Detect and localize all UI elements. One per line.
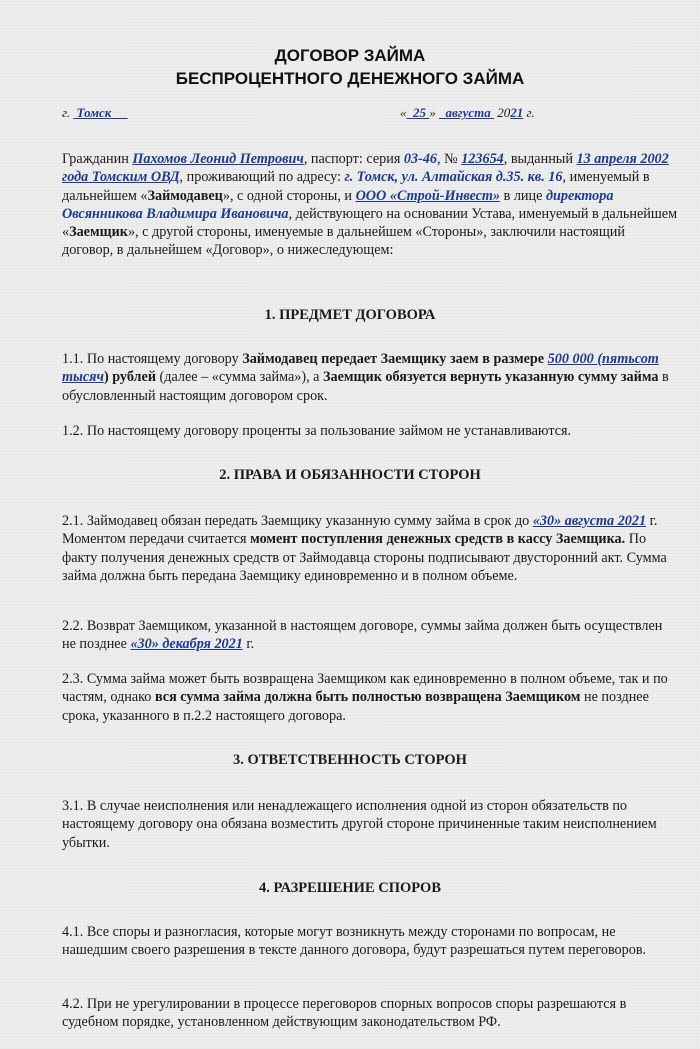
borrower-role: Заемщик <box>69 224 128 241</box>
lender-address: г. Томск, ул. Алтайская д.35. кв. 16 <box>344 169 563 186</box>
company-name: ООО «Строй-Инвест» <box>355 187 501 204</box>
year-end: г. <box>526 105 535 120</box>
passport-series: 03-46 <box>403 151 438 167</box>
section-heading-2: 2. ПРАВА И ОБЯЗАННОСТИ СТОРОН <box>219 467 481 483</box>
document-title: ДОГОВОР ЗАЙМА <box>274 46 426 65</box>
section-heading-3: 3. ОТВЕТСТВЕННОСТЬ СТОРОН <box>233 752 467 768</box>
year-prefix: 20 <box>497 105 511 120</box>
lender-name: Пахомов Леонид Петрович <box>132 151 304 167</box>
director-name: директора Овсянникова Владимира Ивановича <box>62 187 614 222</box>
passport-issued: 13 апреля 2002 года Томским ОВД <box>62 151 669 186</box>
passport-number: 123654 <box>461 151 504 167</box>
return-date: «30» декабря 2021 <box>130 636 243 653</box>
date-quote-open: « <box>400 105 407 120</box>
section-heading-1: 1. ПРЕДМЕТ ДОГОВОРА <box>264 307 436 323</box>
clause-2-2: 2.2. Возврат Заемщиком, указанной в настоящем договоре, суммы займа должен быть осуществлен не позднее «30» декабря 2021 г. <box>62 618 663 653</box>
city-field: Томск <box>76 105 112 120</box>
loan-amount: 500 000 (пятьсот тысяч <box>62 351 659 386</box>
section-heading-4: 4. РАЗРЕШЕНИЕ СПОРОВ <box>259 880 441 896</box>
city-line <box>62 105 128 121</box>
clause-4-2: 4.2. При не урегулировании в процессе переговоров спорных вопросов споры разрешаются в судебном порядке, установленном действующим законодательством РФ. <box>62 996 627 1031</box>
year-field: 21 <box>510 105 524 120</box>
day-field: 25 <box>413 105 426 120</box>
city-prefix: г. <box>62 105 71 120</box>
date-quote-close: » <box>429 105 436 120</box>
clause-4-1: 4.1. Все споры и разногласия, которые могут возникнуть между сторонами по вопросам, не нашедшим своего разрешения в тексте данного договора, будут разрешаться путем переговоров. <box>62 924 647 959</box>
clause-3-1: 3.1. В случае неисполнения или ненадлежащего исполнения одной из сторон обязательств по настоящему договору она обязана возместить другой стороне причиненные таким неисполнением убытки. <box>62 798 657 851</box>
document-subtitle: БЕСПРОЦЕНТНОГО ДЕНЕЖНОГО ЗАЙМА <box>175 69 525 88</box>
preamble-paragraph: Гражданин Пахомов Леонид Петрович, паспорт: серия 03-46, № 123654, выданный 13 апреля 2002 года Томским ОВД, проживающий по адресу: г. Томск, ул. Алтайская д.35. кв. 16, именуемый в дальнейшем «Займодавец», с одной стороны, и ООО «Строй-Инвест» в лице директора Овсянникова Владимира Ивановича, действующего на основании Устава, именуемый в дальнейшем «Заемщик», с другой стороны, именуемые в дальнейшем «Стороны», заключили настоящий договор, в дальнейшем «Договор», о нижеследующем: <box>62 151 678 259</box>
clause-1-1: 1.1. По настоящему договору Займодавец передает Заемщику заем в размере 500 000 (пятьсот тысяч) рублей (далее – «сумма займа»), а Заемщик обязуется вернуть указанную сумму займа в обусловленный настоящим договором срок. <box>62 351 669 404</box>
lender-role: Займодавец <box>147 187 223 204</box>
transfer-date: «30» августа 2021 <box>532 513 647 529</box>
date-line <box>400 105 535 121</box>
clause-2-3: 2.3. Сумма займа может быть возвращена Заемщиком как единовременно в полном объеме, так и по частям, однако вся сумма займа должна быть полностью возвращена Заемщиком не позднее срока, указанного в п.2.2 настоящего договора. <box>62 671 668 724</box>
clause-2-1: 2.1. Займодавец обязан передать Заемщику указанную сумму займа в срок до «30» августа 2021 г. Моментом передачи считается момент поступления денежных средств в кассу Заемщика. По факту получения денежных средств от Займодавца стороны подписывают двусторонний акт. Сумма займа должна быть передана Заемщику единовременно и в полном объеме. <box>62 513 667 584</box>
month-field: августа <box>445 105 491 120</box>
clause-1-2: 1.2. По настоящему договору проценты за пользование займом не устанавливаются. <box>62 423 572 439</box>
